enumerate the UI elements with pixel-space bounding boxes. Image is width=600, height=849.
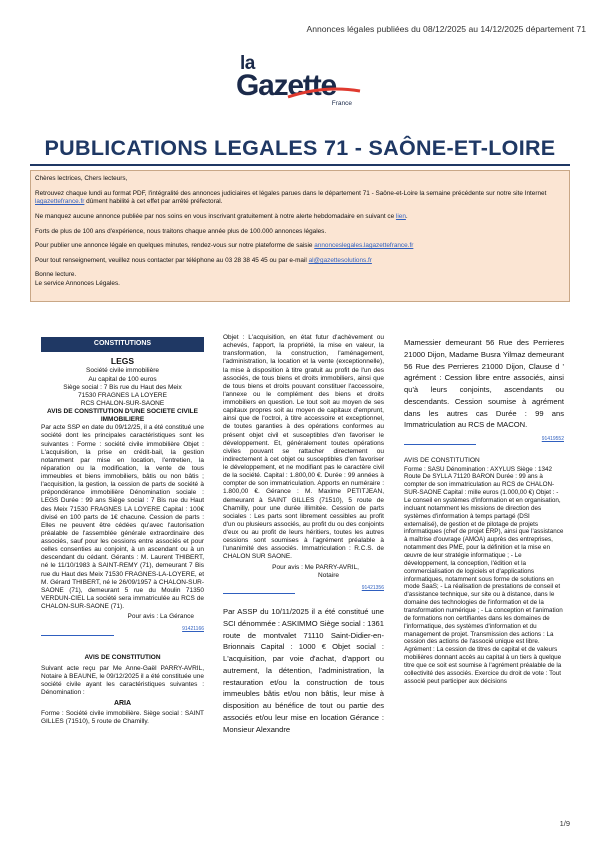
logo-gazette-text: Gazette [236, 69, 336, 102]
announcement-heading: AVIS DE CONSTITUTION [84, 653, 161, 661]
intro-paragraph-3: Forts de plus de 100 ans d'expérience, nous traitons chaque année plus de 100.000 annonces légales. [35, 227, 327, 235]
intro-paragraph-2 [35, 213, 565, 222]
site-link[interactable]: lagazettefrance.fr [35, 198, 85, 206]
column-3 [404, 337, 564, 686]
intro-p2-text: Ne manquez aucune annonce publiée par nos soins en vous inscrivant gratuitement à notre alerte hebdomadaire en suivant ce [35, 212, 396, 220]
logo-la-text: la [240, 53, 255, 74]
announcement-body: Par acte SSP en date du 09/12/25, il a été constitué une société dont les principales caractéristiques sont les suivantes : Forme : société civile immobilière Objet : L'acquisition, la prise en crédit-bail, la gestion notamment par mise en location, l'entretien, la réparation ou la modification, la vente de tous immeubles et biens immobiliers, bâtis ou non bâtis ; l'acquisition, la gestion, la cession de parts de société à prépondérance immobilière Dénomination sociale : LEGS Durée : 99 ans Siège social : 7 Bis rue du Haut des Meix 71530 FRAGNES LA LOYERE Capital : 100€ divisé en 100 parts de 1€ chacune. Cession de parts : Elles ne peuvent être cédées qu'avec l'autorisation préalable de l'assemblée générale extraordinaire des associés, sauf pour les cessions entre associés et pour celles consenties au conjoint, à un ascendant ou à un descendant du cédant. Gérants : M. Laurent THIBERT, né le 11/10/1983 à SAINT-REMY (71), demeurant 7 Bis rue du Haut des Meix 71530 FRAGNES-LA-LOYERE, et M. Gérard THIBERT, né le 26/09/1957 à CHALON-SUR-SAONE (71), demeurant 5 rue du Moulin 71350 VERDUN-CIEL La société sera immatriculée au RCS de CHALON-SUR-SAONE (71). [41, 424, 204, 610]
announcement-line: 71530 FRAGNES LA LOYERE [78, 391, 167, 399]
intro-p1-end: dûment habilité à cet effet par arrêté préfectoral. [84, 198, 223, 206]
intro-p5-text: Pour tout renseignement, veuillez nous contacter par téléphone au 03 28 38 45 45 ou par e-mail [35, 256, 309, 264]
announcement-name: LEGS [110, 355, 135, 366]
alert-link[interactable]: lien [395, 212, 406, 220]
column-2 [223, 334, 384, 735]
announcement-body: Mamessier demeurant 56 Rue des Perrieres 21000 Dijon, Madame Busra Yilmaz demeurant 56 Rue des Perrieres 21000 Dijon, Clause d ' agrément : Cession libre entre associés, ainsi qu'à leurs conjoints, ascendants ou descendants. Cession soumise à agrément dans les autres cas Durée : 99 ans Immatriculation au RCS de MACON. [404, 338, 564, 430]
announcement-line: Siège social : 7 Bis rue du Haut des Meix [63, 383, 182, 391]
column-1 [41, 337, 204, 726]
platform-link[interactable]: annonceslegales.lagazettefrance.fr [314, 242, 414, 250]
announcement-reference-link[interactable]: 91421166 [182, 626, 204, 633]
intro-p1-text: Retrouvez chaque lundi au format PDF, l'intégralité des annonces judiciaires et légales parues dans le département 71 - Saône-et-Loire la semaine précédente sur notre site Internet [35, 189, 547, 197]
gazette-logo[interactable] [236, 53, 366, 111]
title-divider [30, 164, 570, 166]
intro-p4-text: Pour publier une annonce légale en quelques minutes, rendez-vous sur notre plateforme de saisie [35, 242, 315, 250]
page-number: 1/9 [559, 819, 570, 828]
intro-notice [30, 170, 570, 302]
announcement-body: Objet : L'acquisition, en état futur d'achèvement ou achevés, l'apport, la propriété, la mise en valeur, la transformation, la construction, l'aménagement, l'administration, la location et la vente (exceptionnelle), la mise à disposition à titre gratuit au profit de l'un des associés, de tous biens et droits immobiliers, ainsi que de tous biens et droits pouvant constituer l'accessoire, l'annexe ou le complément des biens et droits immobiliers en question. Le tout soit au moyen de ses capitaux propres soit au moyen de capitaux d'emprunt, ainsi que de l'octroi, à titre accessoire et exceptionnel, de toutes garanties à des opérations conformes au présent objet civil et susceptibles d'en favoriser le développement. Et, généralement toutes opérations civiles pouvant se rattacher directement ou indirectement à cet objet ou susceptibles d'en favoriser le développement, et ne modifiant pas le caractère civil de la société. Capital : 1.800,00 €. Durée : 99 années à compter de son immatriculation. Apports en numéraire : 1.800,00 €. Gérance : M. Maxime PETITJEAN, demeurant à SAINT GILLES (71510), 5 route de Chamilly, pour une durée illimitée. Cession de parts sociales : Les parts sont librement cessibles au profit d'un ou plusieurs associés, au profit du ou des conjoints d'eux ou au profit de leurs héritiers, toutes les autres cessions sont soumises à l'agrément préalable à l'unanimité des associés. Immatriculation : R.C.S. de CHALON SUR SAONE. [223, 334, 384, 561]
announcement-body: Forme : Société civile immobilière. Siège social : SAINT GILLES (71510), 5 route de Chamilly. [41, 709, 204, 725]
intro-paragraph-5 [35, 257, 565, 266]
announcement-body: Forme : SASU Dénomination : AXYLUS Siège : 1342 Route De SYLLA 71120 BARON Durée : 99 ans à compter de son immatriculation au RCS de CHALON-SUR-SAONE Capital : mille euros (1.000,00 €) Objet : - Le conseil en systèmes d'information et en organisation, incluant notamment les missions de direction des systèmes d'information à temps partagé (DSI externalisé), de gestion et de pilotage de projets informatiques (chef de projet ERP), ainsi que l'assistance à maîtrise d'ouvrage (AMOA) auprès des entreprises, notamment des PME, pour la définition et la mise en œuvre de leur stratégie informatique ; - Le développement, la conception, l'édition et la commercialisation de logiciels et d'applications informatiques, notamment sous forme de solutions en mode SaaS; - La réalisation de prestations de conseil et d'assistance technique, sur site ou à distance, dans le domaine des technologies de l'information et de la transformation numérique ; - La conception et l'animation de formations non certifiantes dans les domaines de l'informatique, des systèmes d'information et du management de projet. Transmission des actions : La cession des actions de l'associé unique est libre. Agrément : La cession de titres de capital et de valeurs mobilières donnant accès au capital à un tiers à quelque titre que ce soit est soumise à l'agrément préalable de la collectivité des associés. Exercice du droit de vote : Tout associé peut participer aux décisions [404, 465, 564, 685]
intro-p2-end: . [405, 212, 408, 220]
announcement-body: Par ASSP du 10/11/2025 il a été constitué une SCI dénommée : ASKIMMO Siège social : 1361 route de montvalet 71110 Saint-Didier-en-Brionnais Capital : 1000 € Objet social : L'acquisition, par voie d'achat, d'apport ou autrement, la détention, l'administration, la restauration et/ou la construction de tous immeubles bâtis et/ou non bâtis, leur mise à disposition au bénéfice de tout ou partie des associés et/ou leur mise en location Gérance : Monsieur Alexandre [223, 607, 384, 734]
announcement-reference-link[interactable]: 91419552 [541, 436, 564, 443]
logo-france-text: France [331, 100, 352, 107]
announcement-body: Suivant acte reçu par Me Anne-Gaël PARRY-AVRIL, Notaire à BEAUNE, le 09/12/2025 il a été constituée une société civile ayant les caractéristiques suivantes : Dénomination : [41, 664, 204, 696]
announcement-line: Au capital de 100 euros [88, 375, 157, 383]
section-header-constitutions: CONSTITUTIONS [41, 337, 204, 352]
email-link[interactable]: al@gazettesolutions.fr [308, 256, 372, 264]
logo-swoosh-icon [286, 85, 362, 101]
announcement-heading: AVIS DE CONSTITUTION D'UNE SOCIETE CIVILE IMMOBILIERE [47, 408, 198, 424]
intro-closing-2: Le service Annonces Légales. [35, 280, 120, 288]
announcement-line: RCS CHALON-SUR-SAONE [80, 399, 165, 407]
announcement-signature: Pour avis : La Gérance [127, 613, 194, 621]
announcement-name: ARIA [113, 700, 132, 708]
intro-greeting: Chères lectrices, Chers lecteurs, [35, 175, 128, 182]
page-title: PUBLICATIONS LEGALES 71 - SAÔNE-ET-LOIRE [44, 136, 556, 160]
intro-paragraph-4 [35, 242, 565, 251]
announcement-line: Société civile immobilière [86, 367, 159, 375]
intro-closing-1: Bonne lecture. [35, 271, 77, 279]
announcement-signature: Notaire [318, 571, 339, 579]
announcement-signature: Pour avis : Me PARRY-AVRIL, [272, 563, 359, 571]
announcement-reference-link[interactable]: 91421356 [361, 584, 384, 591]
announcement-heading: AVIS DE CONSTITUTION [404, 457, 480, 465]
publication-range-header: Annonces légales publiées du 08/12/2025 au 14/12/2025 département 71 [306, 24, 586, 34]
intro-paragraph-1 [35, 190, 565, 207]
